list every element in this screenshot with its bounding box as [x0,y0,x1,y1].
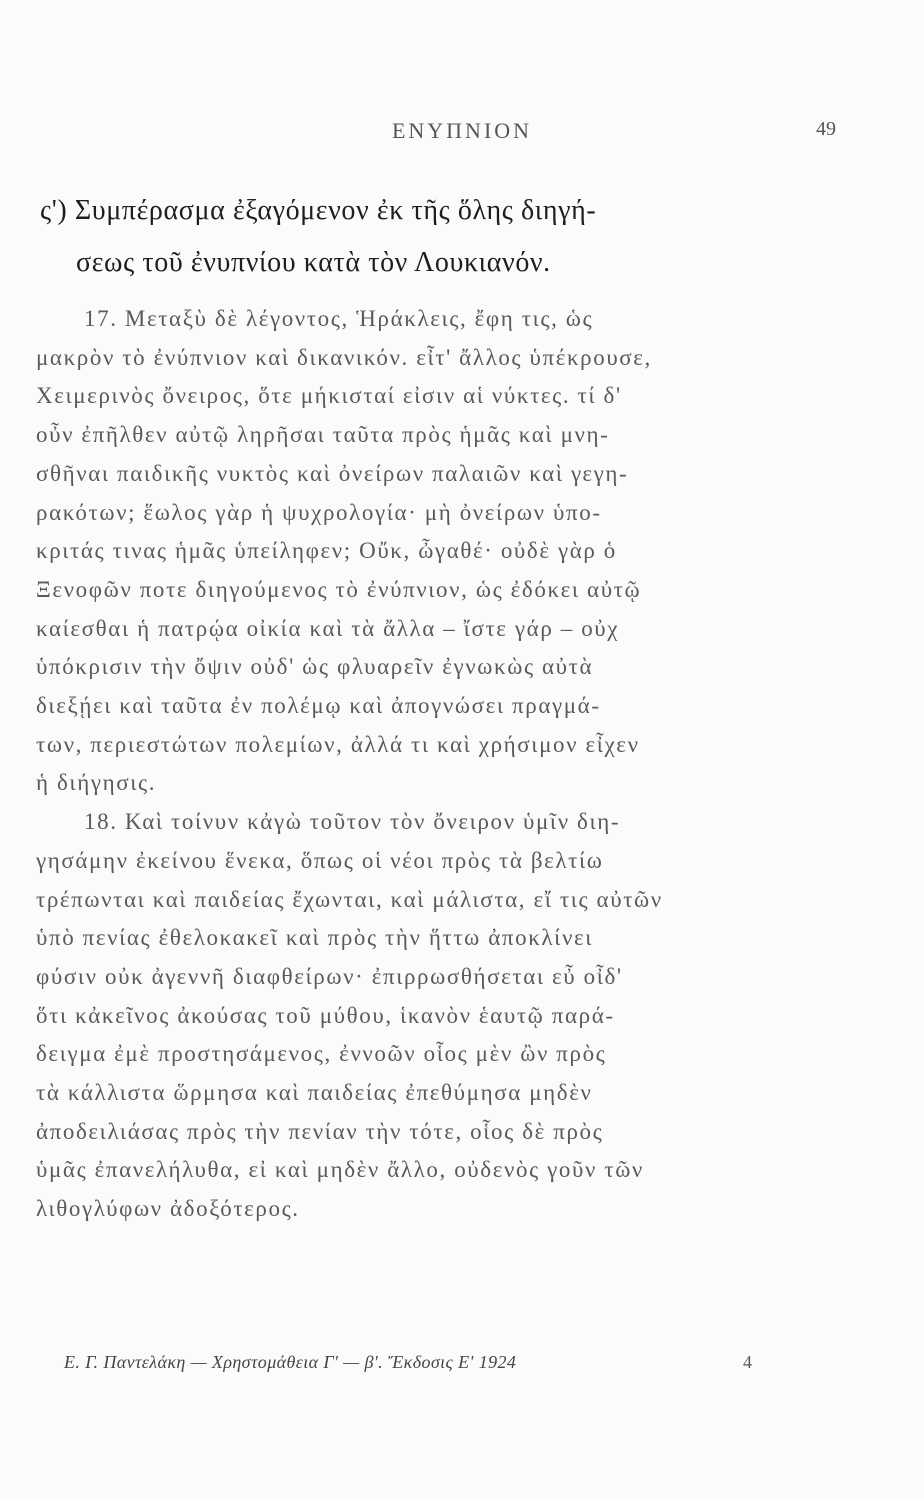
text-line: καίεσθαι ἡ πατρῴα οἰκία καὶ τὰ ἄλλα – ἴστε γάρ – οὐχ [36,615,620,641]
text-line: τὰ κάλλιστα ὥρμησα καὶ παιδείας ἐπεθύμησα μηδὲν [36,1080,593,1106]
text-line: διεξῄει καὶ ταῦτα ἐν πολέμῳ καὶ ἀπογνώσει πραγμά- [36,693,601,719]
page-number: 49 [816,118,836,140]
text-line: ἡ διήγησις. [36,770,157,796]
text-line: οὖν ἐπῆλθεν αὐτῷ ληρῆσαι ταῦτα πρὸς ἡμᾶς καὶ μνη- [36,422,610,448]
page-footer [0,1352,924,1382]
footer-imprint: Ε. Γ. Παντελάκη — Χρηστομάθεια Γ' — β'. Ἔκδοσις Ε' 1924 [64,1352,517,1372]
text-line: γησάμην ἐκείνου ἕνεκα, ὅπως οἱ νέοι πρὸς τὰ βελτίω [36,847,604,873]
text-line: Ξενοφῶν ποτε διηγούμενος τὸ ἐνύπνιον, ὡς ἐδόκει αὐτῷ [36,576,642,602]
text-line: 17. Μεταξὺ δὲ λέγοντος, Ἡράκλεις, ἔφη τις, ὡς [84,306,594,331]
text-line: κριτάς τινας ἡμᾶς ὑπείληφεν; Οὔκ, ὦγαθέ· οὐδὲ γὰρ ὁ [36,538,617,564]
text-line: των, περιεστώτων πολεμίων, ἀλλά τι καὶ χρήσιμον εἶχεν [36,731,640,757]
text-line: ὑπὸ πενίας ἐθελοκακεῖ καὶ πρὸς τὴν ἥττω ἀποκλίνει [36,925,594,951]
text-line: λιθογλύφων ἀδοξότερος. [36,1196,300,1222]
text-line: ὑμᾶς ἐπανελήλυθα, εἰ καὶ μηδὲν ἄλλο, οὐδενὸς γοῦν τῶν [36,1157,644,1183]
text-line: ὅτι κἀκεῖνος ἀκούσας τοῦ μύθου, ἱκανὸν ἑαυτῷ παρά- [36,1002,615,1028]
section-heading-line-2: σεως τοῦ ἐνυπνίου κατὰ τὸν Λουκιανόν. [76,247,551,278]
text-line: ὑπόκρισιν τὴν ὄψιν οὐδ' ὡς φλυαρεῖν ἐγνωκὼς αὐτὰ [36,654,594,680]
text-line: ρακότων; ἕωλος γὰρ ἡ ψυχρολογία· μὴ ὀνείρων ὑπο- [36,499,602,525]
text-line: τρέπωνται καὶ παιδείας ἔχωνται, καὶ μάλιστα, εἴ τις αὐτῶν [36,886,663,912]
text-line: δειγμα ἐμὲ προστησάμενος, ἐννοῶν οἷος μὲν ὢν πρὸς [36,1041,607,1067]
text-line: ἀποδειλιάσας πρὸς τὴν πενίαν τὴν τότε, οἷος δὲ πρὸς [36,1118,604,1144]
section-heading [40,185,800,289]
text-line: 18. Καὶ τοίνυν κἀγὼ τοῦτον τὸν ὄνειρον ὑμῖν διη- [84,809,621,835]
signature-mark: 4 [743,1352,752,1372]
text-line: σθῆναι παιδικῆς νυκτὸς καὶ ὀνείρων παλαιῶν καὶ γεγη- [36,460,629,486]
text-line: μακρὸν τὸ ἐνύπνιον καὶ δικανικόν. εἶτ' ἄλλος ὑπέκρουσε, [36,344,652,370]
text-line: φύσιν οὐκ ἀγεννῆ διαφθείρων· ἐπιρρωσθήσεται εὖ οἶδ' [36,963,623,989]
section-heading-line-1: ς') Συμπέρασμα ἐξαγόμενον ἐκ τῆς ὅλης διηγή- [40,195,597,226]
text-line: Χειμερινὸς ὄνειρος, ὅτε μήκισταί εἰσιν αἱ νύκτες. τί δ' [36,383,622,409]
running-title: ΕΝΥΠΝΙΟΝ [391,118,533,143]
running-head [0,118,924,148]
body-text [36,300,796,1229]
